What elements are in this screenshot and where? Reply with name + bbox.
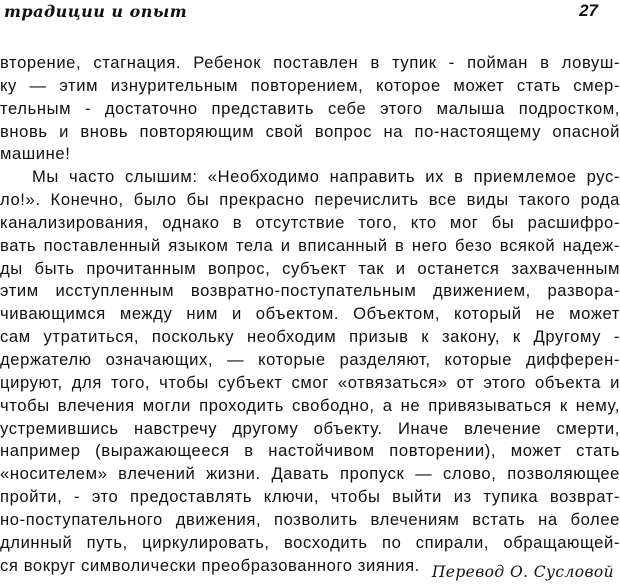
text-line: тельным - достаточно представить себе этого малыша подростком, [0, 98, 620, 118]
text-line: канализирования, однако в отсутствие того, кто мог бы расшифро- [0, 212, 620, 232]
text-line: цируют, для того, чтобы субъект смог «отвязаться» от этого объекта и [0, 372, 620, 392]
text-line: ку — этим изнурительным повторением, которое может стать смер- [0, 75, 620, 95]
text-line: Мы часто слышим: «Необходимо направить их в приемлемое рус- [32, 167, 620, 187]
text-line: вторение, стагнация. Ребенок поставлен в тупик - пойман в ловуш- [0, 53, 620, 72]
text-line: чивающимся между ним и объектом. Объектом, который не может [0, 304, 620, 324]
text-line: чтобы влечения могли проходить свободно, а не привязываться к нему, [0, 395, 620, 415]
text-line: но-поступательного движения, позволить влечениям встать на более [0, 509, 620, 529]
paragraph-2 [0, 166, 620, 577]
text-line: пройти, - это предоставлять ключи, чтобы выйти из тупика возврат- [0, 487, 620, 507]
text-line: этим исступленным возвратно-поступательным движением, развора- [0, 281, 620, 301]
text-line: ло!». Конечно, было бы прекрасно перечислить все виды такого рода [0, 190, 620, 210]
text-line: ды быть прочитанным вопрос, субъект так и останется захваченным [0, 258, 620, 278]
text-line: вать поставленный языком тела и вписанный в него безо всякой надеж- [0, 235, 620, 255]
text-line: ся вокруг символически преобразованного зияния. [0, 555, 420, 575]
text-line: длинный путь, циркулировать, восходить по спирали, обращающей- [0, 532, 620, 552]
running-head: традиции и опыт [4, 2, 188, 21]
page-number: 27 [579, 1, 598, 20]
page-header [0, 0, 620, 24]
translator-credit: Перевод О. Сусловой [431, 563, 614, 581]
text-line: устремившись навстречу другому объекту. Иначе влечение смерти, [0, 418, 620, 438]
body-text [0, 52, 620, 577]
text-line: вновь и вновь повторяющим свой вопрос на по-настоящему опасной [0, 121, 620, 141]
text-line: «носителем» влечений жизни. Давать пропуск — слово, позволяющее [0, 464, 620, 484]
text-line: держателю означающих, — которые разделяют, которые дифферен- [0, 349, 620, 369]
text-line: например (выражающееся в настойчивом повторении), может стать [0, 441, 620, 461]
text-line: сам утратиться, поскольку необходим призыв к закону, к Другому - [0, 327, 620, 347]
text-line: машине! [0, 144, 71, 164]
paragraph-1 [0, 52, 620, 166]
